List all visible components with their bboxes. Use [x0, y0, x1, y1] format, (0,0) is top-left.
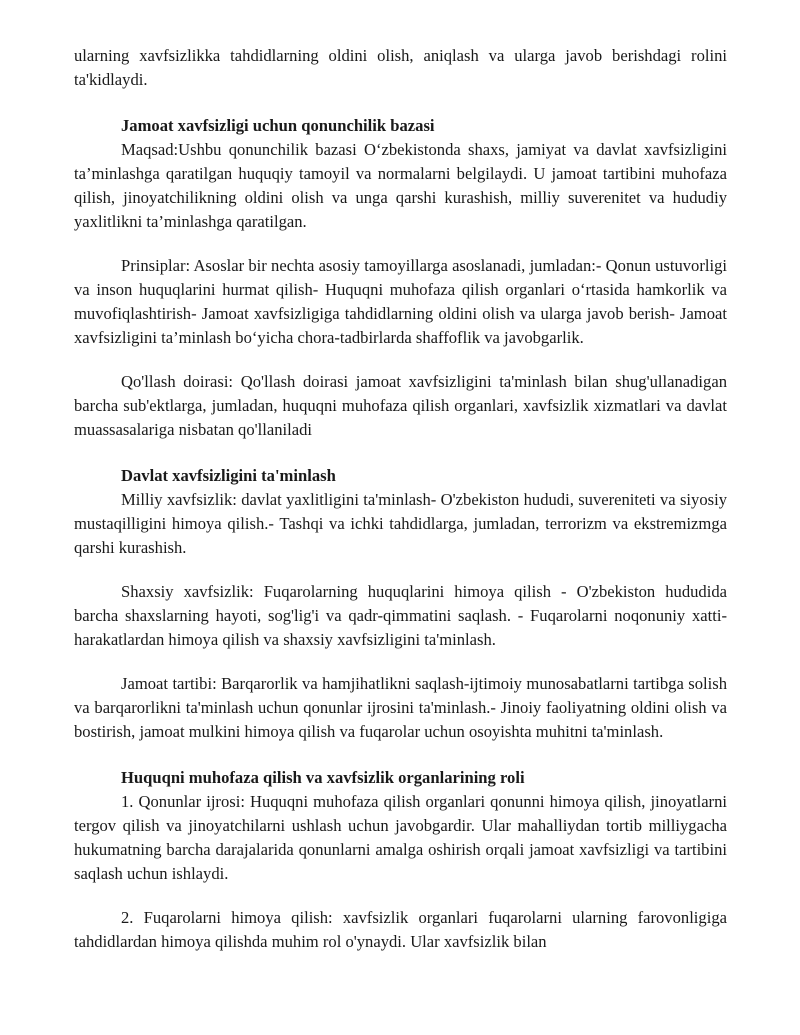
- intro-paragraph: ularning xavfsizlikka tahdidlarning oldini olish, aniqlash va ularga javob berishdagi rolini ta'kidlaydi.: [74, 46, 727, 89]
- section-heading-law-enforcement-role: Huquqni muhofaza qilish va xavfsizlik organlarining roli: [121, 768, 525, 787]
- section-heading-legal-framework: Jamoat xavfsizligi uchun qonunchilik bazasi: [121, 116, 435, 135]
- paragraph-principles: Prinsiplar: Asoslar bir nechta asosiy tamoyillarga asoslanadi, jumladan:- Qonun ustuvorligi va inson huquqlarini hurmat qilish- Huquqni muhofaza qilish organlari o‘rtasida hamkorlik va muvofiqlashtirish- Jamoat xavfsizligiga tahdidlarning oldini olish va ularga javob berish- Jamoat xavfsizligini ta’minlash bo‘yicha chora-tadbirlarda shaffoflik va javobgarlik.: [74, 256, 727, 347]
- paragraph-scope: Qo'llash doirasi: Qo'llash doirasi jamoat xavfsizligini ta'minlash bilan shug'ullanadigan barcha sub'ektlarga, jumladan, huquqni muhofaza qilish organlari, xavfsizlik xizmatlari va davlat muassasalariga nisbatan qo'llaniladi: [74, 372, 727, 439]
- paragraph-law-enforcement: 1. Qonunlar ijrosi: Huquqni muhofaza qilish organlari qonunni himoya qilish, jinoyatlarni tergov qilish va jinoyatchilarni ushlash uchun javobgardir. Ular mahalliydan tortib milliygacha hukumatning barcha darajalarida qonunlarni amalga oshirish orqali jamoat xavfsizligi va tartibini saqlash uchun ishlaydi.: [74, 792, 727, 883]
- paragraph-purpose: Maqsad:Ushbu qonunchilik bazasi O‘zbekistonda shaxs, jamiyat va davlat xavfsizligini ta’minlashga qaratilgan huquqiy tamoyil va normalarni belgilaydi. U jamoat tartibini muhofaza qilish, jinoyatchilikning oldini olish va unga qarshi kurashish, milliy suverenitet va hududiy yaxlitlikni ta’minlashga qaratilgan.: [74, 140, 727, 231]
- paragraph-public-order: Jamoat tartibi: Barqarorlik va hamjihatlikni saqlash-ijtimoiy munosabatlarni tartibga solish va barqarorlikni ta'minlash uchun qonunlar ijrosini ta'minlash.- Jinoiy faoliyatning oldini olish va bostirish, jamoat mulkini himoya qilish va fuqarolar uchun osoyishta muhitni ta'minlash.: [74, 674, 727, 741]
- paragraph-personal-security: Shaxsiy xavfsizlik: Fuqarolarning huquqlarini himoya qilish - O'zbekiston hududida barcha shaxslarning hayoti, sog'lig'i va qadr-qimmatini saqlash. - Fuqarolarni noqonuniy xatti-harakatlardan himoya qilish va shaxsiy xavfsizligini ta'minlash.: [74, 582, 727, 649]
- section-heading-state-security: Davlat xavfsizligini ta'minlash: [121, 466, 336, 485]
- paragraph-citizen-protection: 2. Fuqarolarni himoya qilish: xavfsizlik organlari fuqarolarni ularning farovonligiga tahdidlardan himoya qilishda muhim rol o'ynaydi. Ular xavfsizlik bilan: [74, 908, 727, 951]
- paragraph-national-security: Milliy xavfsizlik: davlat yaxlitligini ta'minlash- O'zbekiston hududi, suvereniteti va siyosiy mustaqilligini himoya qilish.- Tashqi va ichki tahdidlarga, jumladan, terrorizm va ekstremizmga qarshi kurashish.: [74, 490, 727, 557]
